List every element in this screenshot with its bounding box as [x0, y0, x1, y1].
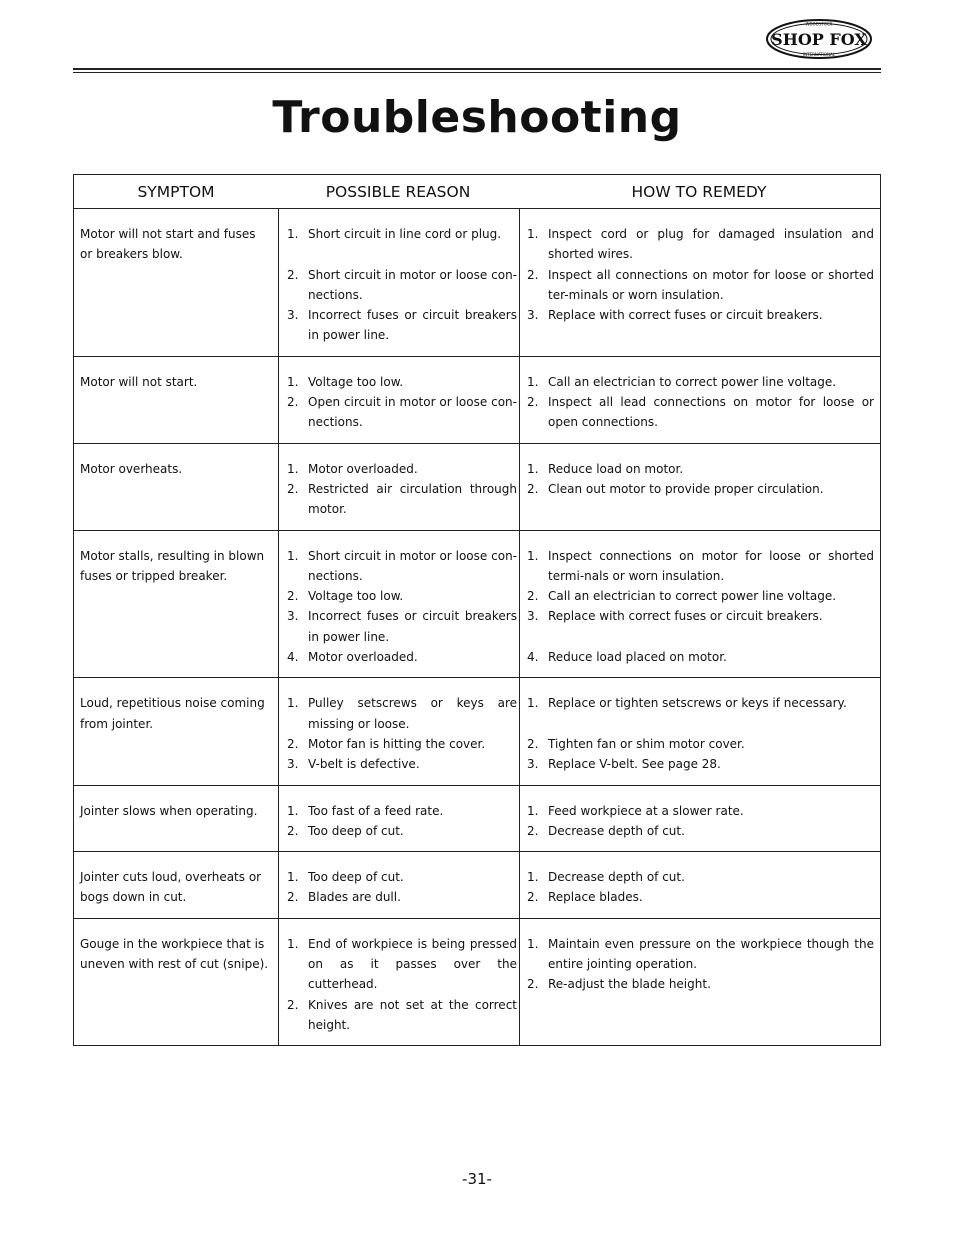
reason-cell: [278, 678, 519, 784]
remedy-number: 1.: [527, 870, 539, 885]
remedy-number: 2.: [527, 395, 539, 410]
reason-number: 2.: [287, 267, 299, 282]
reason-number: 1.: [287, 227, 299, 241]
symptom-cell: Motor stalls, resulting in blown fuses or tripped breaker.: [80, 548, 265, 583]
remedy-cell: [519, 852, 880, 918]
remedy-item: [527, 265, 874, 306]
reason-text: V-belt is defective.: [308, 757, 420, 772]
reason-item: [287, 546, 517, 587]
reason-item: [287, 224, 517, 244]
reason-text: Too fast of a feed rate.: [308, 803, 444, 818]
reason-text: Short circuit in line cord or plug.: [308, 227, 502, 241]
remedy-cell: [519, 531, 880, 678]
shop-fox-logo: [766, 18, 872, 62]
reason-number: 2.: [287, 997, 299, 1012]
troubleshooting-table: [73, 174, 881, 1046]
remedy-cell: [519, 786, 880, 852]
reason-item: [287, 372, 517, 392]
reason-number: [287, 244, 308, 264]
table-row: [74, 678, 880, 785]
header-possible-reason: POSSIBLE REASON: [325, 182, 471, 201]
remedy-text: Replace with correct fuses or circuit breakers.: [548, 308, 823, 323]
reason-text: Motor fan is hitting the cover.: [308, 736, 486, 751]
reason-item: [287, 693, 517, 734]
remedy-number: 4.: [527, 650, 539, 665]
reason-item: [287, 754, 517, 774]
remedy-item: [527, 392, 874, 433]
reason-number: 1.: [287, 936, 299, 951]
symptom-cell: Motor overheats.: [80, 461, 183, 476]
reason-text: Too deep of cut.: [308, 823, 404, 838]
remedy-text: Call an electrician to correct power line voltage.: [548, 374, 837, 389]
remedy-number: 2.: [527, 267, 539, 282]
reason-cell: [278, 531, 519, 678]
remedy-item: [527, 606, 874, 626]
remedy-number: 3.: [527, 609, 539, 624]
reason-number: 1.: [287, 374, 299, 389]
remedy-text: Inspect cord or plug for damaged insulation and shorted wires.: [548, 227, 874, 262]
page-number: -31-: [462, 1170, 492, 1188]
remedy-item: [527, 627, 874, 647]
reason-text: Pulley setscrews or keys are missing or loose.: [308, 696, 517, 731]
remedy-item: [527, 974, 874, 994]
reason-cell: [278, 919, 519, 1045]
table-row: [74, 357, 880, 444]
reason-number: 3.: [287, 308, 299, 323]
reason-number: 2.: [287, 823, 299, 838]
header-rule: [73, 68, 881, 70]
reason-number: 2.: [287, 589, 299, 604]
remedy-cell: [519, 919, 880, 1045]
reason-number: 2.: [287, 890, 299, 905]
remedy-text: Feed workpiece at a slower rate.: [548, 803, 744, 818]
remedy-item: [527, 459, 874, 479]
remedy-item: [527, 546, 874, 587]
remedy-text: [548, 627, 874, 647]
remedy-text: Inspect all connections on motor for loose or shorted ter-minals or worn insulation.: [548, 267, 874, 302]
reason-number: 1.: [287, 870, 299, 885]
remedy-text: Reduce load on motor.: [548, 461, 684, 476]
reason-item: [287, 244, 517, 264]
remedy-text: Re-adjust the blade height.: [548, 977, 711, 992]
reason-item: [287, 479, 517, 520]
remedy-text: Call an electrician to correct power line voltage.: [548, 589, 837, 604]
header-symptom: SYMPTOM: [137, 182, 215, 201]
reason-item: [287, 586, 517, 606]
remedy-item: [527, 934, 874, 975]
remedy-number: 1.: [527, 803, 539, 818]
table-row: [74, 531, 880, 679]
remedy-cell: [519, 678, 880, 784]
reason-text: Blades are dull.: [308, 890, 401, 905]
remedy-item: [527, 867, 874, 887]
reason-item: [287, 647, 517, 667]
table-row: [74, 852, 880, 919]
reason-number: 4.: [287, 650, 299, 665]
symptom-cell: Gouge in the workpiece that is uneven with rest of cut (snipe).: [80, 936, 269, 972]
remedy-text: Maintain even pressure on the workpiece though the entire jointing operation.: [548, 936, 874, 972]
reason-text: Incorrect fuses or circuit breakers in power line.: [308, 308, 517, 343]
remedy-text: Inspect all lead connections on motor for loose or open connections.: [548, 395, 874, 430]
reason-item: [287, 392, 517, 433]
reason-text: Knives are not set at the correct height.: [308, 997, 517, 1032]
remedy-item: [527, 305, 874, 325]
remedy-cell: [519, 209, 880, 356]
reason-item: [287, 887, 517, 907]
remedy-item: [527, 734, 874, 754]
reason-text: Open circuit in motor or loose con-nections.: [308, 395, 517, 430]
remedy-number: [527, 627, 548, 647]
remedy-number: 1.: [527, 548, 539, 563]
remedy-cell: [519, 444, 880, 530]
reason-text: Short circuit in motor or loose con-nections.: [308, 548, 517, 583]
header-rule-thin: [73, 72, 881, 73]
reason-item: [287, 867, 517, 887]
symptom-cell: Motor will not start and fuses or breakers blow.: [80, 227, 256, 262]
reason-text: Voltage too low.: [308, 374, 404, 389]
reason-cell: [278, 786, 519, 852]
logo-text: SHOP FOX: [771, 30, 867, 49]
remedy-text: Inspect connections on motor for loose or shorted termi-nals or worn insulation.: [548, 548, 874, 583]
remedy-number: 1.: [527, 696, 539, 711]
remedy-item: [527, 887, 874, 907]
reason-cell: [278, 852, 519, 918]
remedy-cell: [519, 357, 880, 443]
reason-text: Voltage too low.: [308, 589, 404, 604]
reason-item: [287, 995, 517, 1036]
remedy-item: [527, 801, 874, 821]
remedy-item: [527, 754, 874, 774]
remedy-number: 1.: [527, 227, 539, 241]
table-row: [74, 786, 880, 853]
remedy-item: [527, 224, 874, 265]
reason-item: [287, 734, 517, 754]
reason-text: Motor overloaded.: [308, 461, 418, 476]
remedy-number: 2.: [527, 977, 539, 992]
remedy-item: [527, 586, 874, 606]
reason-number: 1.: [287, 461, 299, 476]
remedy-item: [527, 693, 874, 713]
reason-item: [287, 459, 517, 479]
reason-number: 3.: [287, 609, 299, 624]
remedy-number: 2.: [527, 481, 539, 496]
reason-item: [287, 305, 517, 346]
reason-number: 2.: [287, 736, 299, 751]
remedy-item: [527, 821, 874, 841]
remedy-number: 2.: [527, 890, 539, 905]
reason-item: [287, 606, 517, 647]
remedy-text: Replace blades.: [548, 890, 643, 905]
reason-cell: [278, 357, 519, 443]
reason-number: 1.: [287, 803, 299, 818]
remedy-text: Tighten fan or shim motor cover.: [548, 736, 745, 751]
remedy-text: Clean out motor to provide proper circulation.: [548, 481, 824, 496]
reason-item: [287, 934, 517, 995]
page-title: Troubleshooting: [272, 92, 682, 143]
remedy-text: Replace or tighten setscrews or keys if necessary.: [548, 696, 847, 711]
reason-text: [308, 244, 517, 264]
reason-text: Motor overloaded.: [308, 650, 418, 665]
reason-cell: [278, 209, 519, 356]
remedy-text: Replace V-belt. See page 28.: [548, 757, 721, 772]
remedy-text: Replace with correct fuses or circuit breakers.: [548, 609, 823, 624]
remedy-text: Decrease depth of cut.: [548, 823, 685, 838]
remedy-text: [548, 714, 874, 734]
header-how-to-remedy: HOW TO REMEDY: [631, 182, 767, 201]
reason-cell: [278, 444, 519, 530]
logo-bottom-arc: INTERNATIONAL: [802, 52, 836, 57]
remedy-number: [527, 714, 548, 734]
table-row: [74, 444, 880, 531]
remedy-item: [527, 479, 874, 499]
remedy-item: [527, 714, 874, 734]
reason-number: 2.: [287, 395, 299, 410]
remedy-text: Reduce load placed on motor.: [548, 650, 727, 665]
reason-number: 1.: [287, 548, 299, 563]
table-row: [74, 209, 880, 357]
reason-number: 2.: [287, 481, 299, 496]
table-header-row: [74, 175, 880, 209]
symptom-cell: Jointer cuts loud, overheats or bogs down in cut.: [80, 870, 262, 905]
reason-item: [287, 265, 517, 306]
symptom-cell: Motor will not start.: [80, 374, 198, 389]
symptom-cell: Loud, repetitious noise coming from jointer.: [80, 696, 265, 731]
reason-text: Restricted air circulation through motor.: [308, 481, 517, 517]
reason-number: 3.: [287, 757, 299, 772]
symptom-cell: Jointer slows when operating.: [80, 803, 258, 818]
remedy-number: 2.: [527, 736, 539, 751]
remedy-number: 1.: [527, 374, 539, 389]
reason-item: [287, 801, 517, 821]
remedy-number: 2.: [527, 823, 539, 838]
reason-item: [287, 821, 517, 841]
remedy-number: 3.: [527, 308, 539, 323]
remedy-text: Decrease depth of cut.: [548, 870, 685, 885]
table-row: [74, 919, 880, 1045]
reason-text: End of workpiece is being pressed on as it passes over the cutterhead.: [308, 936, 517, 992]
reason-number: 1.: [287, 696, 299, 711]
reason-text: Incorrect fuses or circuit breakers in power line.: [308, 609, 517, 644]
reason-text: Too deep of cut.: [308, 870, 404, 885]
remedy-item: [527, 372, 874, 392]
remedy-number: 2.: [527, 589, 539, 604]
remedy-number: 3.: [527, 757, 539, 772]
logo-top-arc: WOODSTOCK: [805, 21, 833, 27]
remedy-item: [527, 647, 874, 667]
remedy-number: 1.: [527, 936, 539, 951]
remedy-number: 1.: [527, 461, 539, 476]
reason-text: Short circuit in motor or loose con-nections.: [308, 267, 517, 302]
